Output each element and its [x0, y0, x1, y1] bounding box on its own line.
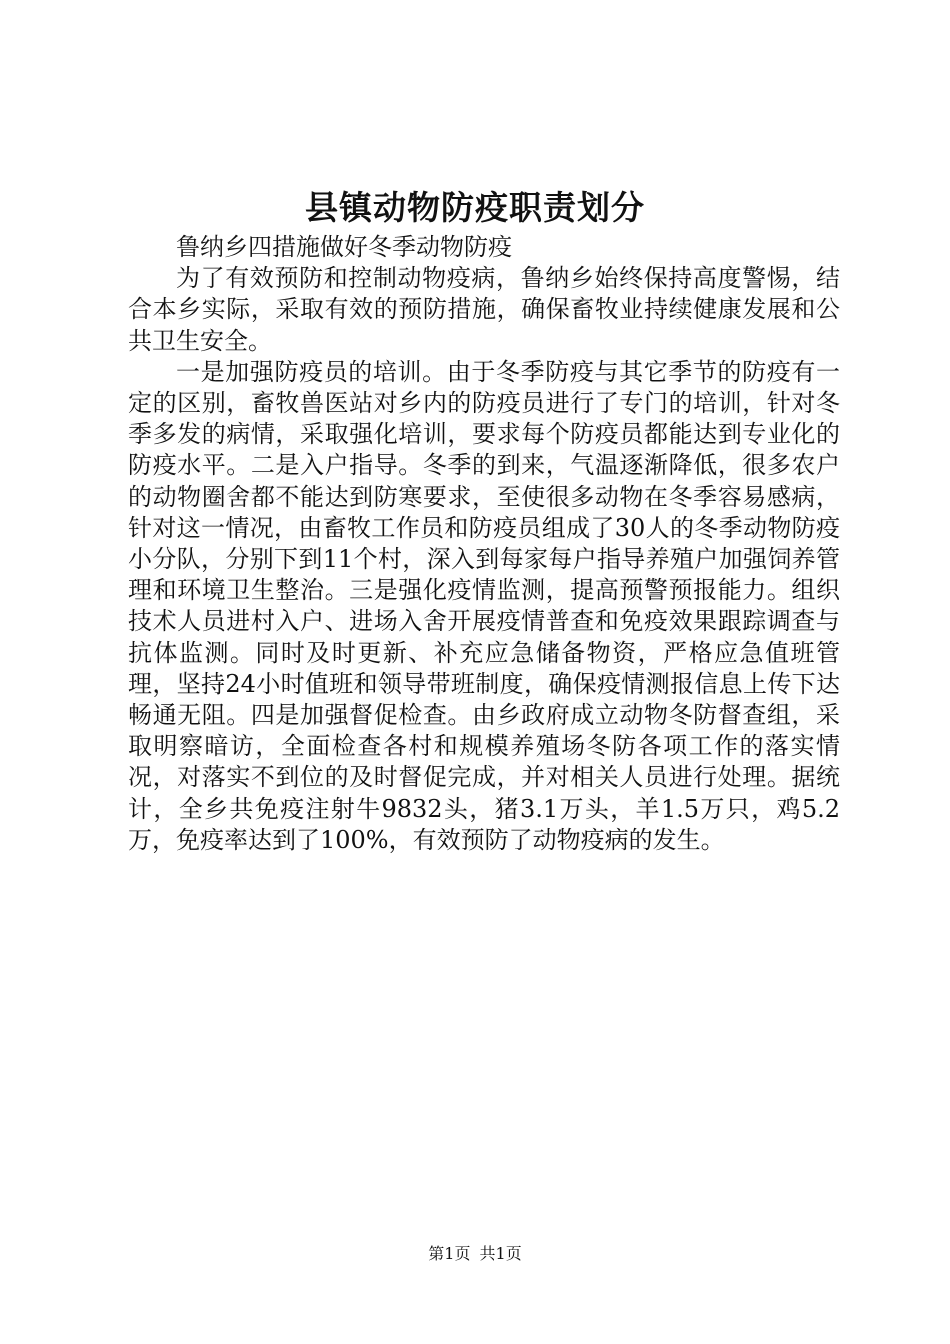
page-number: 第1页	[428, 1244, 471, 1263]
page-total: 共1页	[479, 1244, 522, 1263]
document-title: 县镇动物防疫职责划分	[305, 188, 645, 227]
document-body	[128, 232, 840, 856]
subtitle-paragraph: 鲁纳乡四措施做好冬季动物防疫	[176, 233, 512, 261]
body-paragraph: 为了有效预防和控制动物疫病，鲁纳乡始终保持高度警惕，结合本乡实际，采取有效的预防措施，确保畜牧业持续健康发展和公共卫生安全。	[128, 264, 840, 355]
body-paragraph: 一是加强防疫员的培训。由于冬季防疫与其它季节的防疫有一定的区别，畜牧兽医站对乡内的防疫员进行了专门的培训，针对冬季多发的病情，采取强化培训，要求每个防疫员都能达到专业化的防疫水平。二是入户指导。冬季的到来，气温逐渐降低，很多农户的动物圈舍都不能达到防寒要求，至使很多动物在冬季容易感病，针对这一情况，由畜牧工作员和防疫员组成了30人的冬季动物防疫小分队，分别下到11个村，深入到每家每户指导养殖户加强饲养管理和环境卫生整治。三是强化疫情监测，提高预警预报能力。组织技术人员进村入户、进场入舍开展疫情普查和免疫效果跟踪调查与抗体监测。同时及时更新、补充应急储备物资，严格应急值班管理，坚持24小时值班和领导带班制度，确保疫情测报信息上传下达畅通无阻。四是加强督促检查。由乡政府成立动物冬防督查组，采取明察暗访，全面检查各村和规模养殖场冬防各项工作的落实情况，对落实不到位的及时督促完成，并对相关人员进行处理。据统计，全乡共免疫注射牛9832头，猪3.1万头，羊1.5万只，鸡5.2万，免疫率达到了100%，有效预防了动物疫病的发生。	[128, 357, 840, 854]
page-footer	[0, 1243, 950, 1265]
